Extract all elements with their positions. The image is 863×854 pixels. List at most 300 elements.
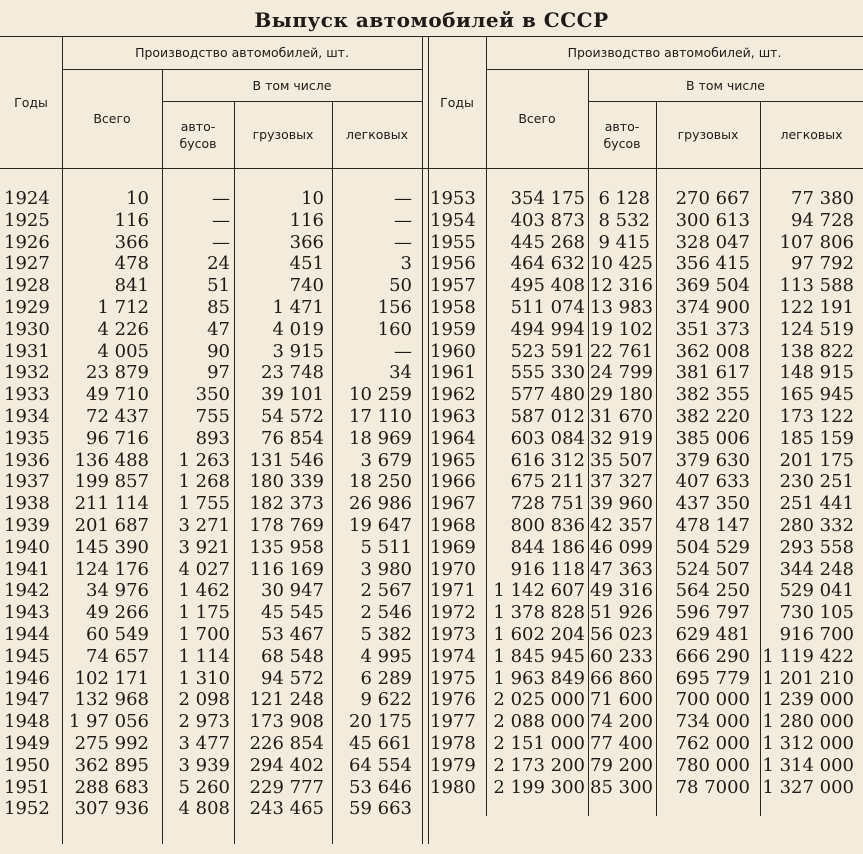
buses-cell: — bbox=[212, 231, 230, 253]
buses-cell: 29 180 bbox=[590, 384, 653, 406]
trucks-cell: 564 250 bbox=[675, 580, 750, 602]
header-trucks-right: грузовых bbox=[677, 127, 739, 142]
table-row bbox=[428, 319, 863, 341]
year-cell: 1964 bbox=[430, 427, 476, 449]
trucks-cell: 629 481 bbox=[675, 623, 750, 645]
header-production-right: Производство автомобилей, шт. bbox=[567, 45, 782, 60]
total-cell: 916 118 bbox=[510, 558, 585, 580]
table-row bbox=[428, 624, 863, 646]
table-row bbox=[428, 253, 863, 275]
table-row bbox=[0, 406, 422, 428]
header-total-left: Всего bbox=[93, 111, 131, 126]
total-cell: 74 657 bbox=[86, 645, 149, 667]
trucks-cell: 437 350 bbox=[675, 493, 750, 515]
table-row bbox=[428, 232, 863, 254]
cars-cell: 94 728 bbox=[791, 209, 854, 231]
table-row bbox=[428, 362, 863, 384]
cars-cell: 730 105 bbox=[779, 602, 854, 624]
year-cell: 1973 bbox=[430, 623, 476, 645]
year-cell: 1960 bbox=[430, 340, 476, 362]
header-trucks-left: грузовых bbox=[252, 127, 314, 142]
buses-cell: 35 507 bbox=[590, 449, 653, 471]
total-cell: 72 437 bbox=[86, 405, 149, 427]
buses-cell: 13 983 bbox=[590, 296, 653, 318]
year-cell: 1966 bbox=[430, 471, 476, 493]
buses-cell: 3 921 bbox=[178, 536, 230, 558]
trucks-cell: 1 471 bbox=[272, 296, 324, 318]
table-row bbox=[428, 602, 863, 624]
total-cell: 1 602 204 bbox=[493, 623, 585, 645]
table-row bbox=[428, 777, 863, 799]
cars-cell: 64 554 bbox=[349, 754, 412, 776]
trucks-cell: 451 bbox=[289, 253, 324, 275]
table-row bbox=[428, 755, 863, 777]
year-cell: 1980 bbox=[430, 776, 476, 798]
trucks-cell: 740 bbox=[289, 275, 324, 297]
total-cell: 136 488 bbox=[74, 449, 149, 471]
total-cell: 495 408 bbox=[510, 275, 585, 297]
table-row bbox=[0, 297, 422, 319]
year-cell: 1928 bbox=[4, 275, 50, 297]
buses-cell: 51 bbox=[207, 275, 230, 297]
trucks-cell: 294 402 bbox=[249, 754, 324, 776]
trucks-cell: 4 019 bbox=[272, 318, 324, 340]
year-cell: 1952 bbox=[4, 798, 50, 820]
table-row bbox=[0, 188, 422, 210]
trucks-cell: 524 507 bbox=[675, 558, 750, 580]
trucks-cell: 700 000 bbox=[675, 689, 750, 711]
cars-cell: 160 bbox=[377, 318, 412, 340]
cars-cell: 17 110 bbox=[349, 405, 412, 427]
header-buses-left: авто- бусов bbox=[179, 118, 217, 151]
table-row bbox=[428, 428, 863, 450]
trucks-cell: 23 748 bbox=[261, 362, 324, 384]
cars-cell: 293 558 bbox=[779, 536, 854, 558]
total-cell: 555 330 bbox=[510, 362, 585, 384]
trucks-cell: 382 220 bbox=[675, 405, 750, 427]
trucks-cell: 381 617 bbox=[675, 362, 750, 384]
table-row bbox=[0, 537, 422, 559]
cars-cell: — bbox=[394, 188, 412, 209]
trucks-cell: 478 147 bbox=[675, 514, 750, 536]
trucks-cell: 226 854 bbox=[249, 732, 324, 754]
buses-cell: 19 102 bbox=[590, 318, 653, 340]
cars-cell: 1 201 210 bbox=[762, 667, 854, 689]
year-cell: 1955 bbox=[430, 231, 476, 253]
year-cell: 1975 bbox=[430, 667, 476, 689]
cars-cell: 1 239 000 bbox=[762, 689, 854, 711]
year-cell: 1977 bbox=[430, 711, 476, 733]
year-cell: 1970 bbox=[430, 558, 476, 580]
table-row bbox=[0, 341, 422, 363]
year-cell: 1937 bbox=[4, 471, 50, 493]
cars-cell: 50 bbox=[389, 275, 412, 297]
header-cars-right: легковых bbox=[780, 127, 843, 142]
table-row bbox=[0, 493, 422, 515]
buses-cell: 1 755 bbox=[178, 493, 230, 515]
total-cell: 145 390 bbox=[74, 536, 149, 558]
year-cell: 1927 bbox=[4, 253, 50, 275]
buses-cell: — bbox=[212, 209, 230, 231]
buses-cell: 2 098 bbox=[178, 689, 230, 711]
buses-cell: 66 860 bbox=[590, 667, 653, 689]
total-cell: 102 171 bbox=[74, 667, 149, 689]
trucks-cell: 666 290 bbox=[675, 645, 750, 667]
total-cell: 844 186 bbox=[510, 536, 585, 558]
table-row bbox=[428, 733, 863, 755]
total-cell: 2 025 000 bbox=[493, 689, 585, 711]
total-cell: 4 226 bbox=[97, 318, 149, 340]
trucks-cell: 131 546 bbox=[249, 449, 324, 471]
table-row bbox=[0, 755, 422, 777]
year-cell: 1926 bbox=[4, 231, 50, 253]
total-cell: 478 bbox=[114, 253, 149, 275]
trucks-cell: 54 572 bbox=[261, 405, 324, 427]
buses-cell: 4 027 bbox=[178, 558, 230, 580]
buses-cell: 47 bbox=[207, 318, 230, 340]
buses-cell: 12 316 bbox=[590, 275, 653, 297]
buses-cell: 1 268 bbox=[178, 471, 230, 493]
cars-cell: 3 980 bbox=[360, 558, 412, 580]
table-row bbox=[0, 515, 422, 537]
cars-cell: 1 119 422 bbox=[762, 645, 854, 667]
cars-cell: 77 380 bbox=[791, 188, 854, 209]
table-row bbox=[428, 297, 863, 319]
year-cell: 1942 bbox=[4, 580, 50, 602]
total-cell: 2 088 000 bbox=[493, 711, 585, 733]
cars-cell: 122 191 bbox=[779, 296, 854, 318]
cars-cell: 34 bbox=[389, 362, 412, 384]
table-row bbox=[428, 559, 863, 581]
buses-cell: 85 bbox=[207, 296, 230, 318]
table-row bbox=[0, 428, 422, 450]
buses-cell: 32 919 bbox=[590, 427, 653, 449]
trucks-cell: 10 bbox=[301, 188, 324, 209]
year-cell: 1932 bbox=[4, 362, 50, 384]
table-row bbox=[428, 384, 863, 406]
total-cell: 354 175 bbox=[510, 188, 585, 209]
trucks-cell: 351 373 bbox=[675, 318, 750, 340]
header-cars-left: легковых bbox=[345, 127, 409, 142]
trucks-cell: 379 630 bbox=[675, 449, 750, 471]
buses-cell: 350 bbox=[195, 384, 230, 406]
cars-cell: 173 122 bbox=[779, 405, 854, 427]
total-cell: 124 176 bbox=[74, 558, 149, 580]
total-cell: 275 992 bbox=[74, 732, 149, 754]
total-cell: 116 bbox=[114, 209, 149, 231]
buses-cell: 22 761 bbox=[590, 340, 653, 362]
year-cell: 1962 bbox=[430, 384, 476, 406]
year-cell: 1954 bbox=[430, 209, 476, 231]
trucks-cell: 53 467 bbox=[261, 623, 324, 645]
buses-cell: 2 973 bbox=[178, 711, 230, 733]
year-cell: 1938 bbox=[4, 493, 50, 515]
total-cell: 60 549 bbox=[86, 623, 149, 645]
cars-cell: 10 259 bbox=[349, 384, 412, 406]
trucks-cell: 374 900 bbox=[675, 296, 750, 318]
total-cell: 1 378 828 bbox=[493, 602, 585, 624]
trucks-cell: 121 248 bbox=[249, 689, 324, 711]
year-cell: 1943 bbox=[4, 602, 50, 624]
trucks-cell: 734 000 bbox=[675, 711, 750, 733]
cars-cell: 2 546 bbox=[360, 602, 412, 624]
table-row bbox=[428, 689, 863, 711]
header-production-left: Производство автомобилей, шт. bbox=[135, 45, 349, 60]
table-row bbox=[428, 646, 863, 668]
trucks-cell: 116 bbox=[289, 209, 324, 231]
buses-cell: 1 263 bbox=[178, 449, 230, 471]
total-cell: 2 199 300 bbox=[493, 776, 585, 798]
trucks-cell: 78 7000 bbox=[675, 776, 750, 798]
trucks-cell: 504 529 bbox=[675, 536, 750, 558]
total-cell: 96 716 bbox=[86, 427, 149, 449]
year-cell: 1956 bbox=[430, 253, 476, 275]
buses-cell: 56 023 bbox=[590, 623, 653, 645]
table-row bbox=[0, 384, 422, 406]
year-cell: 1972 bbox=[430, 602, 476, 624]
total-cell: 132 968 bbox=[74, 689, 149, 711]
buses-cell: 5 260 bbox=[178, 776, 230, 798]
cars-cell: 9 622 bbox=[360, 689, 412, 711]
cars-cell: 201 175 bbox=[779, 449, 854, 471]
rule-header-bottom bbox=[0, 168, 863, 169]
buses-cell: 1 700 bbox=[178, 623, 230, 645]
buses-cell: 3 939 bbox=[178, 754, 230, 776]
table-row bbox=[0, 471, 422, 493]
cars-cell: 3 bbox=[400, 253, 412, 275]
table-row bbox=[428, 188, 863, 210]
cars-cell: 1 280 000 bbox=[762, 711, 854, 733]
trucks-cell: 173 908 bbox=[249, 711, 324, 733]
year-cell: 1934 bbox=[4, 405, 50, 427]
buses-cell: 3 271 bbox=[178, 514, 230, 536]
trucks-cell: 76 854 bbox=[261, 427, 324, 449]
table-row bbox=[0, 319, 422, 341]
year-cell: 1968 bbox=[430, 514, 476, 536]
cars-cell: 113 588 bbox=[779, 275, 854, 297]
table-row bbox=[0, 210, 422, 232]
buses-cell: 10 425 bbox=[590, 253, 653, 275]
buses-cell: 1 114 bbox=[178, 645, 230, 667]
year-cell: 1947 bbox=[4, 689, 50, 711]
trucks-cell: 178 769 bbox=[249, 514, 324, 536]
table-row bbox=[0, 580, 422, 602]
vrule-center-1 bbox=[422, 36, 423, 844]
total-cell: 366 bbox=[114, 231, 149, 253]
cars-cell: 280 332 bbox=[779, 514, 854, 536]
table-row bbox=[428, 580, 863, 602]
trucks-cell: 182 373 bbox=[249, 493, 324, 515]
buses-cell: 1 462 bbox=[178, 580, 230, 602]
buses-cell: 755 bbox=[195, 405, 230, 427]
year-cell: 1931 bbox=[4, 340, 50, 362]
trucks-cell: 45 545 bbox=[261, 602, 324, 624]
trucks-cell: 68 548 bbox=[261, 645, 324, 667]
total-cell: 1 97 056 bbox=[68, 711, 149, 733]
total-cell: 1 142 607 bbox=[493, 580, 585, 602]
cars-cell: 185 159 bbox=[779, 427, 854, 449]
total-cell: 201 687 bbox=[74, 514, 149, 536]
year-cell: 1945 bbox=[4, 645, 50, 667]
year-cell: 1933 bbox=[4, 384, 50, 406]
cars-cell: 45 661 bbox=[349, 732, 412, 754]
trucks-cell: 229 777 bbox=[249, 776, 324, 798]
table-row bbox=[0, 646, 422, 668]
trucks-cell: 362 008 bbox=[675, 340, 750, 362]
total-cell: 288 683 bbox=[74, 776, 149, 798]
year-cell: 1929 bbox=[4, 296, 50, 318]
trucks-cell: 243 465 bbox=[249, 798, 324, 820]
cars-cell: 53 646 bbox=[349, 776, 412, 798]
total-cell: 211 114 bbox=[74, 493, 149, 515]
buses-cell: 893 bbox=[195, 427, 230, 449]
total-cell: 4 005 bbox=[97, 340, 149, 362]
table-row bbox=[428, 406, 863, 428]
header-years-right: Годы bbox=[440, 94, 474, 110]
year-cell: 1939 bbox=[4, 514, 50, 536]
table-row bbox=[0, 362, 422, 384]
year-cell: 1946 bbox=[4, 667, 50, 689]
total-cell: 49 710 bbox=[86, 384, 149, 406]
buses-cell: 24 799 bbox=[590, 362, 653, 384]
table-row bbox=[428, 711, 863, 733]
trucks-cell: 30 947 bbox=[261, 580, 324, 602]
buses-cell: 51 926 bbox=[590, 602, 653, 624]
total-cell: 464 632 bbox=[510, 253, 585, 275]
cars-cell: — bbox=[394, 340, 412, 362]
total-cell: 2 151 000 bbox=[493, 732, 585, 754]
buses-cell: 42 357 bbox=[590, 514, 653, 536]
cars-cell: 26 986 bbox=[349, 493, 412, 515]
right-table-body bbox=[428, 188, 863, 798]
year-cell: 1924 bbox=[4, 188, 50, 209]
cars-cell: 6 289 bbox=[360, 667, 412, 689]
cars-cell: 18 250 bbox=[349, 471, 412, 493]
total-cell: 1 845 945 bbox=[493, 645, 585, 667]
buses-cell: 24 bbox=[207, 253, 230, 275]
total-cell: 800 836 bbox=[510, 514, 585, 536]
cars-cell: 107 806 bbox=[779, 231, 854, 253]
cars-cell: 148 915 bbox=[779, 362, 854, 384]
table-row bbox=[428, 450, 863, 472]
year-cell: 1971 bbox=[430, 580, 476, 602]
left-table-body bbox=[0, 188, 422, 820]
trucks-cell: 369 504 bbox=[675, 275, 750, 297]
trucks-cell: 270 667 bbox=[675, 188, 750, 209]
buses-cell: 6 128 bbox=[598, 188, 650, 209]
cars-cell: 138 822 bbox=[779, 340, 854, 362]
total-cell: 199 857 bbox=[74, 471, 149, 493]
table-row bbox=[0, 253, 422, 275]
total-cell: 307 936 bbox=[74, 798, 149, 820]
year-cell: 1976 bbox=[430, 689, 476, 711]
table-row bbox=[428, 210, 863, 232]
table-row bbox=[0, 624, 422, 646]
trucks-cell: 300 613 bbox=[675, 209, 750, 231]
buses-cell: — bbox=[212, 188, 230, 209]
header-years-left: Годы bbox=[14, 94, 48, 110]
cars-cell: 251 441 bbox=[779, 493, 854, 515]
table-row bbox=[0, 232, 422, 254]
total-cell: 523 591 bbox=[510, 340, 585, 362]
year-cell: 1930 bbox=[4, 318, 50, 340]
buses-cell: 85 300 bbox=[590, 776, 653, 798]
table-row bbox=[0, 559, 422, 581]
cars-cell: 1 314 000 bbox=[762, 754, 854, 776]
trucks-cell: 780 000 bbox=[675, 754, 750, 776]
table-row bbox=[0, 777, 422, 799]
buses-cell: 46 099 bbox=[590, 536, 653, 558]
year-cell: 1957 bbox=[430, 275, 476, 297]
cars-cell: 230 251 bbox=[779, 471, 854, 493]
table-row bbox=[0, 450, 422, 472]
year-cell: 1967 bbox=[430, 493, 476, 515]
year-cell: 1949 bbox=[4, 732, 50, 754]
trucks-cell: 385 006 bbox=[675, 427, 750, 449]
year-cell: 1974 bbox=[430, 645, 476, 667]
year-cell: 1950 bbox=[4, 754, 50, 776]
cars-cell: 124 519 bbox=[779, 318, 854, 340]
total-cell: 10 bbox=[126, 188, 149, 209]
trucks-cell: 695 779 bbox=[675, 667, 750, 689]
total-cell: 511 074 bbox=[510, 296, 585, 318]
total-cell: 603 084 bbox=[510, 427, 585, 449]
trucks-cell: 39 101 bbox=[261, 384, 324, 406]
buses-cell: 71 600 bbox=[590, 689, 653, 711]
trucks-cell: 356 415 bbox=[675, 253, 750, 275]
trucks-cell: 180 339 bbox=[249, 471, 324, 493]
buses-cell: 3 477 bbox=[178, 732, 230, 754]
year-cell: 1944 bbox=[4, 623, 50, 645]
buses-cell: 47 363 bbox=[590, 558, 653, 580]
cars-cell: 18 969 bbox=[349, 427, 412, 449]
total-cell: 577 480 bbox=[510, 384, 585, 406]
year-cell: 1951 bbox=[4, 776, 50, 798]
cars-cell: 1 327 000 bbox=[762, 776, 854, 798]
buses-cell: 90 bbox=[207, 340, 230, 362]
cars-cell: 916 700 bbox=[779, 623, 854, 645]
trucks-cell: 382 355 bbox=[675, 384, 750, 406]
total-cell: 728 751 bbox=[510, 493, 585, 515]
cars-cell: 2 567 bbox=[360, 580, 412, 602]
cars-cell: 4 995 bbox=[360, 645, 412, 667]
buses-cell: 77 400 bbox=[590, 732, 653, 754]
buses-cell: 37 327 bbox=[590, 471, 653, 493]
table-row bbox=[0, 733, 422, 755]
table-row bbox=[428, 668, 863, 690]
cars-cell: 529 041 bbox=[779, 580, 854, 602]
year-cell: 1953 bbox=[430, 188, 476, 209]
trucks-cell: 328 047 bbox=[675, 231, 750, 253]
total-cell: 2 173 200 bbox=[493, 754, 585, 776]
header-including-left: В том числе bbox=[252, 77, 332, 93]
cars-cell: 20 175 bbox=[349, 711, 412, 733]
total-cell: 49 266 bbox=[86, 602, 149, 624]
year-cell: 1979 bbox=[430, 754, 476, 776]
table-row bbox=[428, 537, 863, 559]
total-cell: 587 012 bbox=[510, 405, 585, 427]
header-buses-right: авто- бусов bbox=[603, 118, 641, 151]
year-cell: 1935 bbox=[4, 427, 50, 449]
cars-cell: 59 663 bbox=[349, 798, 412, 820]
total-cell: 445 268 bbox=[510, 231, 585, 253]
year-cell: 1940 bbox=[4, 536, 50, 558]
table-row bbox=[0, 798, 422, 820]
year-cell: 1948 bbox=[4, 711, 50, 733]
year-cell: 1965 bbox=[430, 449, 476, 471]
trucks-cell: 366 bbox=[289, 231, 324, 253]
table-row bbox=[0, 275, 422, 297]
